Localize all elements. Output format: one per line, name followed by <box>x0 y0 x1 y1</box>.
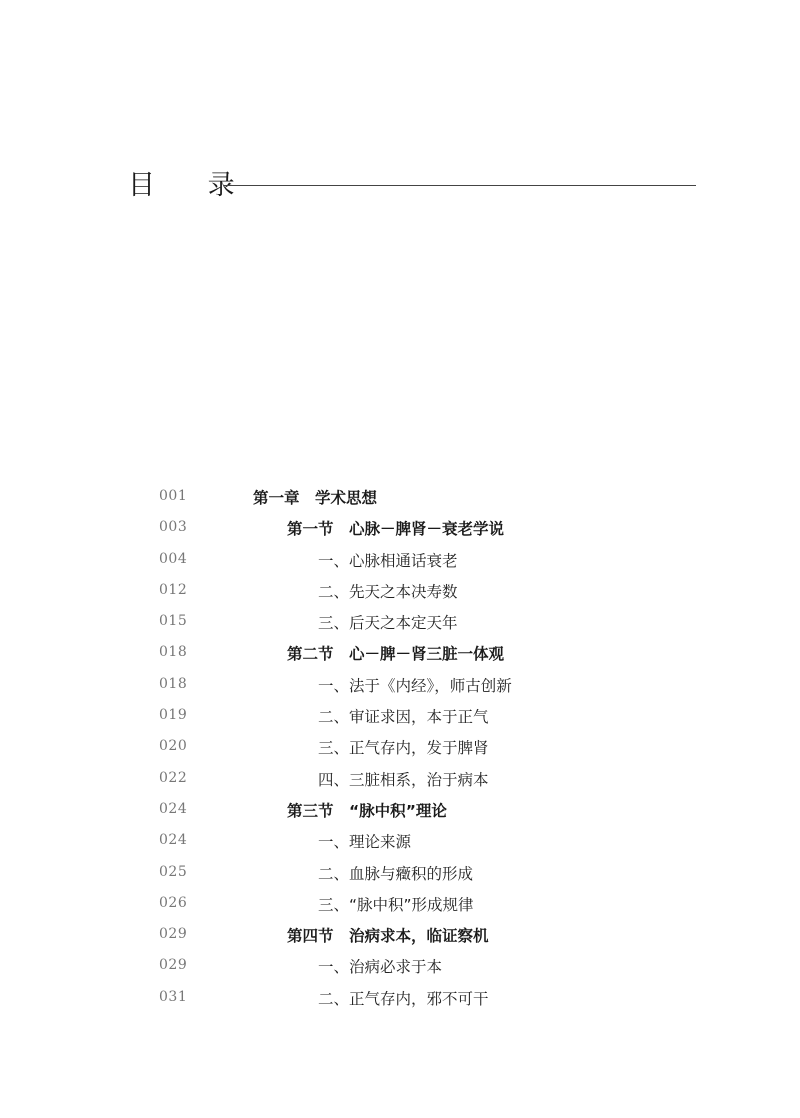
toc-row[interactable] <box>0 860 800 891</box>
toc-row[interactable] <box>0 891 800 922</box>
toc-row[interactable] <box>0 609 800 640</box>
toc-row[interactable] <box>0 828 800 859</box>
toc-page-number: 029 <box>159 957 188 974</box>
table-of-contents <box>0 484 800 1016</box>
toc-item-title[interactable]: 二、审证求因，本于正气 <box>318 708 489 727</box>
toc-row[interactable] <box>0 515 800 546</box>
toc-page-number: 026 <box>159 894 188 911</box>
toc-page-number: 031 <box>159 988 188 1005</box>
toc-page-number: 003 <box>159 519 188 536</box>
toc-item-title[interactable]: 二、血脉与癥积的形成 <box>318 864 474 883</box>
toc-page-number: 012 <box>159 581 188 598</box>
toc-section-title[interactable]: 第一节 心脉－脾肾－衰老学说 <box>287 520 505 539</box>
toc-row[interactable] <box>0 703 800 734</box>
toc-page-number: 024 <box>159 832 188 849</box>
toc-row[interactable] <box>0 484 800 515</box>
toc-page-number: 004 <box>159 550 188 567</box>
toc-section-title[interactable]: 第三节 “脉中积”理论 <box>287 801 447 820</box>
toc-item-title[interactable]: 一、治病必求于本 <box>318 958 443 977</box>
toc-row[interactable] <box>0 797 800 828</box>
toc-row[interactable] <box>0 766 800 797</box>
toc-page-number: 029 <box>159 926 188 943</box>
toc-row[interactable] <box>0 985 800 1016</box>
toc-item-title[interactable]: 三、后天之本定天年 <box>318 614 458 633</box>
toc-page-number: 018 <box>159 675 188 692</box>
toc-item-title[interactable]: 四、三脏相系，治于病本 <box>318 770 489 789</box>
toc-item-title[interactable]: 一、理论来源 <box>318 833 412 852</box>
toc-page-number: 015 <box>159 613 188 630</box>
toc-page-number: 001 <box>159 488 188 504</box>
toc-item-title[interactable]: 三、正气存内，发于脾肾 <box>318 739 489 758</box>
toc-row[interactable] <box>0 672 800 703</box>
toc-page-number: 024 <box>159 800 188 817</box>
toc-item-title[interactable]: 三、“脉中积”形成规律 <box>318 895 474 914</box>
toc-row[interactable] <box>0 922 800 953</box>
title-divider <box>224 185 696 186</box>
toc-row[interactable] <box>0 953 800 984</box>
toc-section-title[interactable]: 第二节 心－脾－肾三脏一体观 <box>287 645 505 664</box>
toc-row[interactable] <box>0 640 800 671</box>
toc-section-title[interactable]: 第四节 治病求本，临证察机 <box>287 927 489 946</box>
toc-page-number: 020 <box>159 738 188 755</box>
toc-page-number: 022 <box>159 769 188 786</box>
toc-row[interactable] <box>0 547 800 578</box>
toc-chapter-title[interactable]: 第一章 学术思想 <box>253 489 378 507</box>
toc-row[interactable] <box>0 734 800 765</box>
toc-header <box>128 166 698 206</box>
toc-item-title[interactable]: 二、正气存内，邪不可干 <box>318 989 489 1008</box>
toc-item-title[interactable]: 二、先天之本决寿数 <box>318 582 458 601</box>
toc-row[interactable] <box>0 578 800 609</box>
toc-page-number: 019 <box>159 707 188 724</box>
page-title: 目 录 <box>128 170 257 201</box>
toc-page-number: 018 <box>159 644 188 661</box>
toc-page-number: 025 <box>159 863 188 880</box>
toc-item-title[interactable]: 一、法于《内经》，师古创新 <box>318 676 512 695</box>
toc-item-title[interactable]: 一、心脉相通话衰老 <box>318 551 458 570</box>
